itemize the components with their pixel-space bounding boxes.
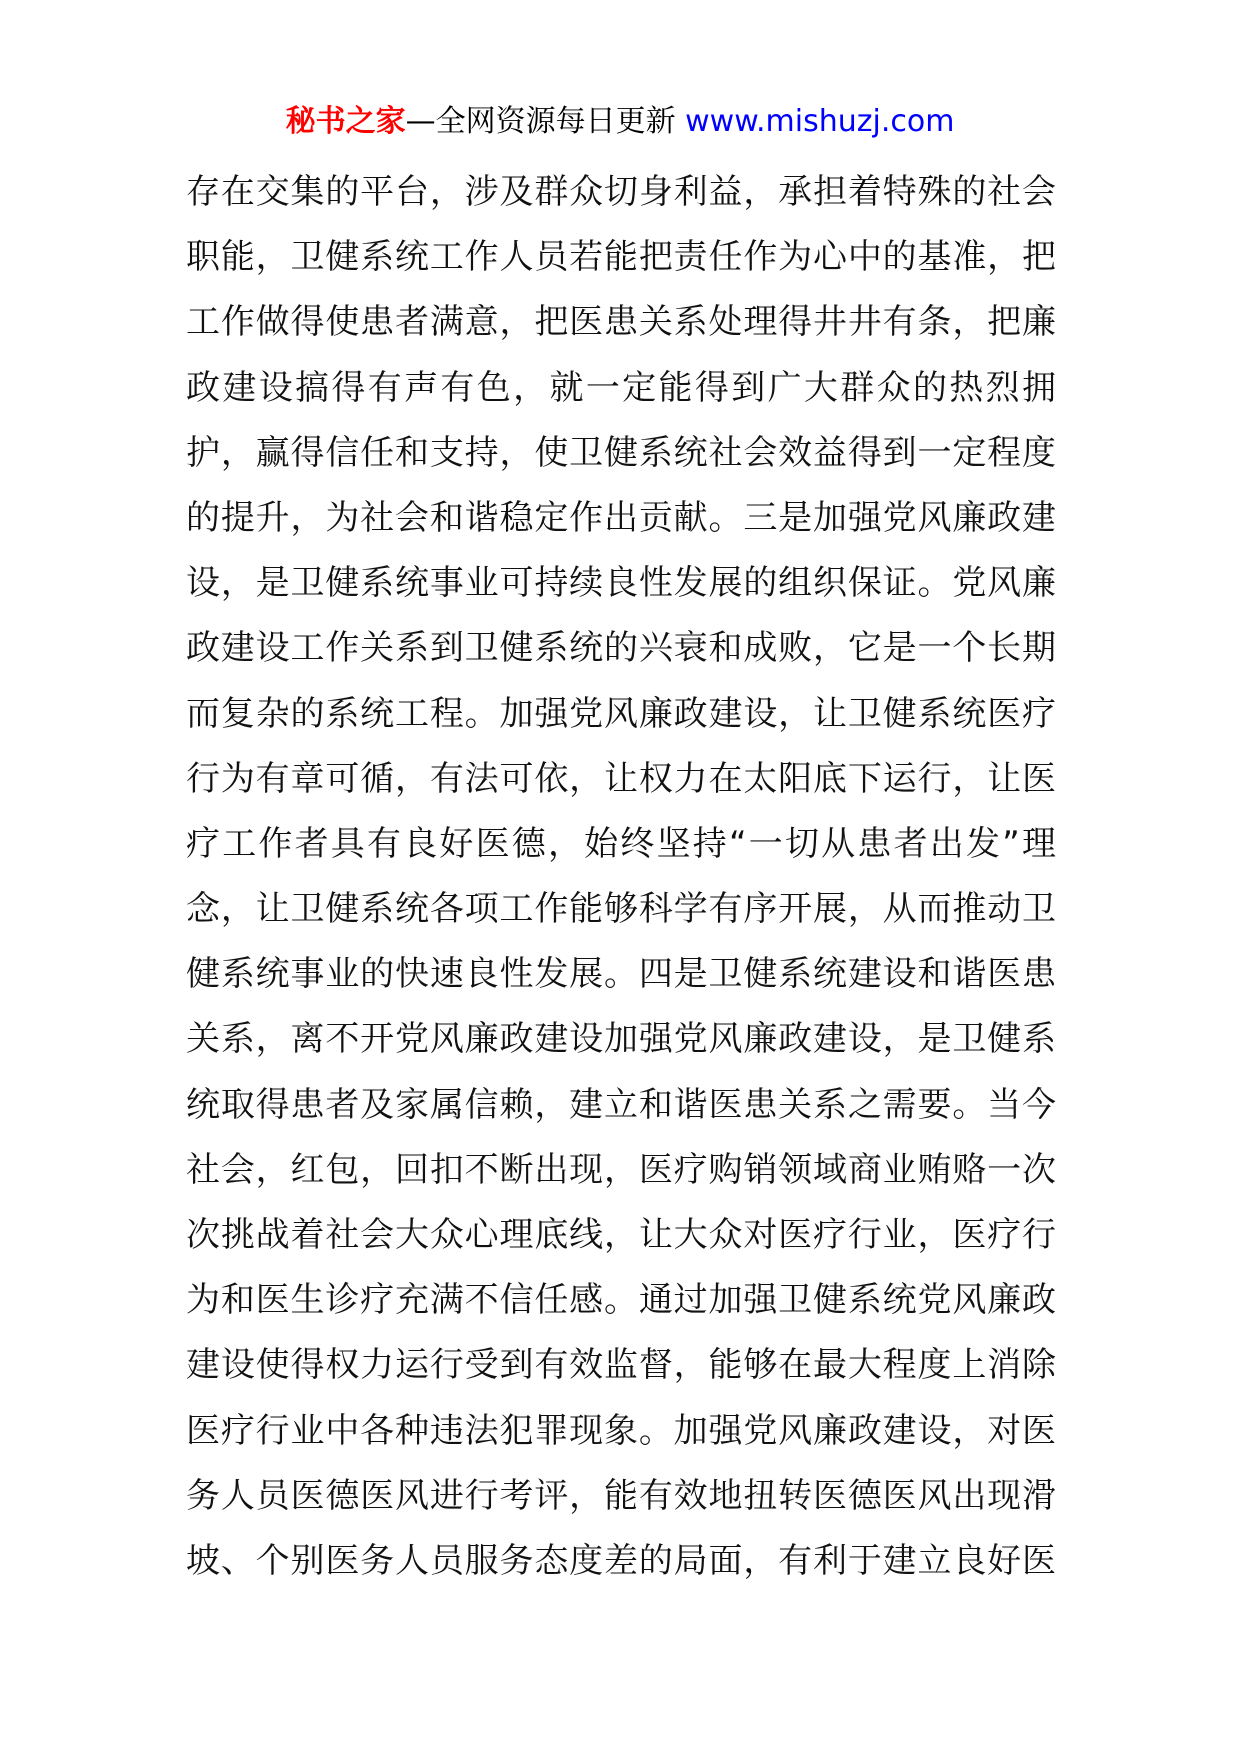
body-line: 护，赢得信任和支持，使卫健系统社会效益得到一定程度 — [186, 432, 1056, 473]
header-tagline: —全网资源每日更新 — [405, 104, 686, 139]
body-line: 统取得患者及家属信赖，建立和谐医患关系之需要。当今 — [186, 1084, 1056, 1125]
body-line: 政建设工作关系到卫健系统的兴衰和成败，它是一个长期 — [186, 628, 1056, 669]
body-line: 关系，离不开党风廉政建设加强党风廉政建设，是卫健系 — [186, 1019, 1056, 1060]
body-line: 工作做得使患者满意，把医患关系处理得井井有条，把廉 — [186, 302, 1056, 343]
body-line: 存在交集的平台，涉及群众切身利益，承担着特殊的社会 — [186, 172, 1056, 212]
body-line: 念，让卫健系统各项工作能够科学有序开展，从而推动卫 — [186, 889, 1056, 930]
page-header — [0, 100, 1240, 144]
body-line: 行为有章可循，有法可依，让权力在太阳底下运行，让医 — [186, 758, 1056, 799]
body-line: 健系统事业的快速良性发展。四是卫健系统建设和谐医患 — [186, 954, 1056, 995]
body-line: 次挑战着社会大众心理底线，让大众对医疗行业，医疗行 — [186, 1215, 1056, 1255]
body-line: 职能，卫健系统工作人员若能把责任作为心中的基准，把 — [186, 237, 1056, 278]
body-line: 社会，红包，回扣不断出现，医疗购销领域商业贿赂一次 — [186, 1149, 1056, 1190]
header-url-link[interactable]: www.mishuzj.com — [685, 104, 955, 139]
body-line: 设，是卫健系统事业可持续良性发展的组织保证。党风廉 — [186, 563, 1056, 604]
body-line: 建设使得权力运行受到有效监督，能够在最大程度上消除 — [186, 1345, 1056, 1386]
body-line: 坡、个别医务人员服务态度差的局面，有利于建立良好医 — [186, 1540, 1056, 1581]
body-line: 的提升，为社会和谐稳定作出贡献。三是加强党风廉政建 — [186, 497, 1056, 538]
header-brand: 秘书之家 — [285, 104, 406, 139]
body-line: 而复杂的系统工程。加强党风廉政建设，让卫健系统医疗 — [186, 693, 1056, 734]
body-line: 为和医生诊疗充满不信任感。通过加强卫健系统党风廉政 — [186, 1280, 1056, 1321]
body-line: 政建设搞得有声有色，就一定能得到广大群众的热烈拥 — [186, 367, 1056, 408]
body-line: 务人员医德医风进行考评，能有效地扭转医德医风出现滑 — [186, 1475, 1056, 1516]
document-body — [186, 160, 1056, 1594]
body-line: 疗工作者具有良好医德，始终坚持“一切从患者出发”理 — [186, 823, 1056, 864]
body-line: 医疗行业中各种违法犯罪现象。加强党风廉政建设，对医 — [186, 1410, 1056, 1451]
